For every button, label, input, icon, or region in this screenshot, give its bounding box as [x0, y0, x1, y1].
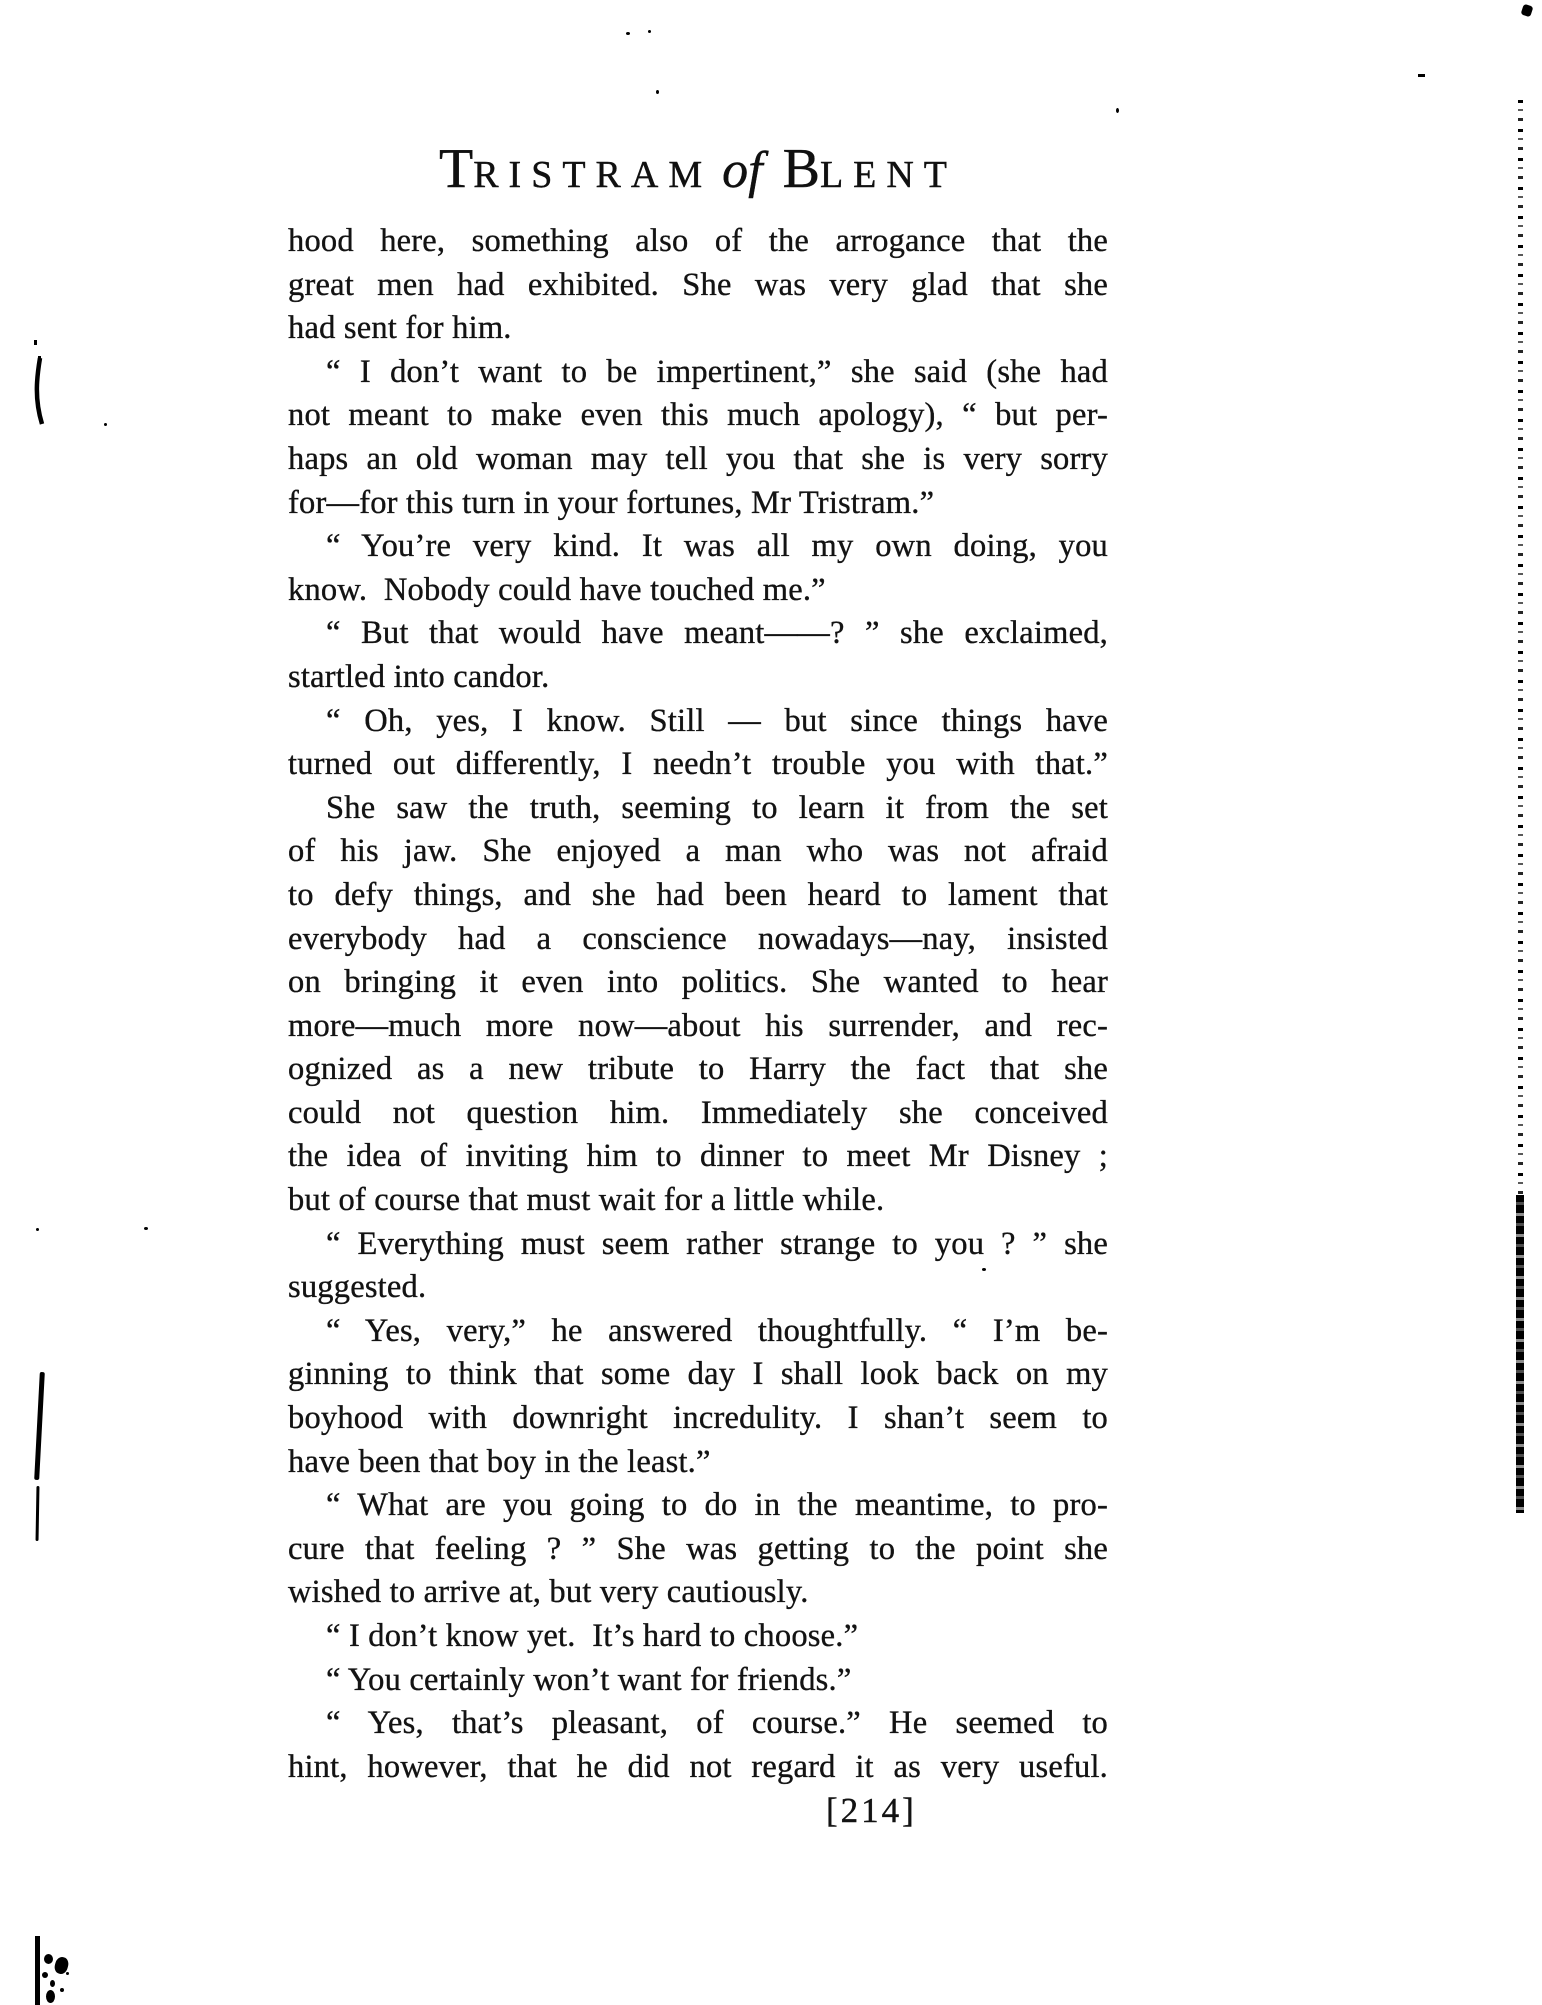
- text-line: hood here, something also of the arrogance that the: [288, 223, 1108, 259]
- scan-artifact-left-curve-mark: [27, 356, 53, 428]
- header-initial-t: T: [438, 138, 474, 200]
- scan-artifact-left-stroke-2: [36, 1486, 40, 1541]
- header-word-blent: LENT: [819, 154, 958, 196]
- header-initial-b: B: [782, 138, 820, 200]
- scan-artifact-speck: [656, 90, 659, 94]
- text-line: “ I don’t know yet. It’s hard to choose.”: [326, 1618, 859, 1654]
- text-line: haps an old woman may tell you that she is very sorry: [288, 440, 1108, 477]
- text-line: She saw the truth, seeming to learn it from the set: [326, 789, 1108, 826]
- scan-artifact-blotch-dot: [66, 1972, 69, 1975]
- scan-artifact-speck: [1116, 108, 1119, 113]
- text-line: “ What are you going to do in the meantime, to pro-: [326, 1487, 1108, 1524]
- text-line: “ Yes, that’s pleasant, of course.” He seemed to: [326, 1705, 1108, 1742]
- text-line: “ Yes, very,” he answered thoughtfully. “ I’m be-: [326, 1312, 1108, 1349]
- running-header: [288, 134, 1108, 212]
- text-line: had sent for him.: [288, 310, 512, 347]
- text-line: “ I don’t want to be impertinent,” she said (she had: [326, 353, 1108, 390]
- text-line: great men had exhibited. She was very glad that she: [288, 266, 1108, 303]
- text-line: but of course that must wait for a little while.: [288, 1182, 885, 1219]
- scan-artifact-blotch-stroke: [35, 1936, 40, 2005]
- text-line: cure that feeling ? ” She was getting to the point she: [288, 1530, 1108, 1567]
- text-line: ognized as a new tribute to Harry the fact that she: [288, 1051, 1108, 1088]
- text-line: startled into candor.: [288, 658, 550, 695]
- text-line: “ Everything must seem rather strange to you ? ” she: [326, 1225, 1108, 1262]
- text-line: not meant to make even this much apology), “ but per-: [288, 397, 1108, 434]
- body-text: [288, 220, 1108, 1789]
- scan-artifact-left-tick: [34, 340, 37, 345]
- text-line: everybody had a conscience nowadays—nay, insisted: [288, 920, 1108, 957]
- scan-artifact-speck: [1418, 74, 1425, 77]
- scan-artifact-blotch-dot: [42, 1972, 48, 1978]
- scan-artifact-blotch-dot: [50, 1980, 55, 1987]
- text-line: “ But that would have meant——? ” she exclaimed,: [326, 615, 1108, 652]
- text-line: ginning to think that some day I shall look back on my: [288, 1356, 1108, 1393]
- scan-artifact-speck: [648, 30, 651, 33]
- text-line: to defy things, and she had been heard to lament that: [288, 876, 1108, 913]
- scan-artifact-speck: [982, 1268, 986, 1271]
- text-line: on bringing it even into politics. She wanted to hear: [288, 964, 1108, 1001]
- scan-artifact-speck: [36, 1228, 39, 1231]
- text-line: “ You’re very kind. It was all my own doing, you: [326, 528, 1108, 565]
- text-line: boyhood with downright incredulity. I shan’t seem to: [288, 1400, 1108, 1437]
- header-connector-of: of: [722, 142, 763, 199]
- text-line: of his jaw. She enjoyed a man who was not afraid: [288, 833, 1108, 870]
- scan-artifact-blotch-dot: [44, 1954, 53, 1964]
- scan-artifact-speck: [144, 1227, 148, 1230]
- scan-artifact-blotch-dot: [60, 1988, 64, 1992]
- scan-artifact-blotch-dot: [46, 1990, 55, 2003]
- text-line: could not question him. Immediately she conceived: [288, 1094, 1108, 1131]
- text-line: wished to arrive at, but very cautiously.: [288, 1574, 809, 1611]
- scan-artifact-left-stroke-1: [34, 1372, 45, 1480]
- text-line: the idea of inviting him to dinner to meet Mr Disney ;: [288, 1138, 1108, 1175]
- text-line: turned out differently, I needn’t trouble you with that.”: [288, 746, 1108, 783]
- scan-artifact-speck: [626, 32, 630, 35]
- text-line: have been that boy in the least.”: [288, 1443, 711, 1480]
- page-number: [214]: [826, 1791, 917, 1830]
- text-line: hint, however, that he did not regard it as very useful.: [288, 1748, 1108, 1785]
- header-word-tristram: RISTRAM: [473, 154, 713, 196]
- scan-artifact-right-streak-lower: [1516, 1195, 1524, 1513]
- text-line: “ Oh, yes, I know. Still — but since things have: [326, 702, 1108, 739]
- scan-artifact-right-streak-upper: [1518, 100, 1523, 1200]
- text-line: more—much more now—about his surrender, and rec-: [288, 1007, 1108, 1044]
- scan-artifact-top-right-speck: [1521, 4, 1534, 18]
- scan-artifact-speck: [104, 423, 107, 426]
- text-line: for—for this turn in your fortunes, Mr Tristram.”: [288, 484, 935, 521]
- text-line: suggested.: [288, 1269, 427, 1306]
- text-line: “ You certainly won’t want for friends.”: [326, 1661, 852, 1698]
- text-line: know. Nobody could have touched me.”: [288, 571, 826, 608]
